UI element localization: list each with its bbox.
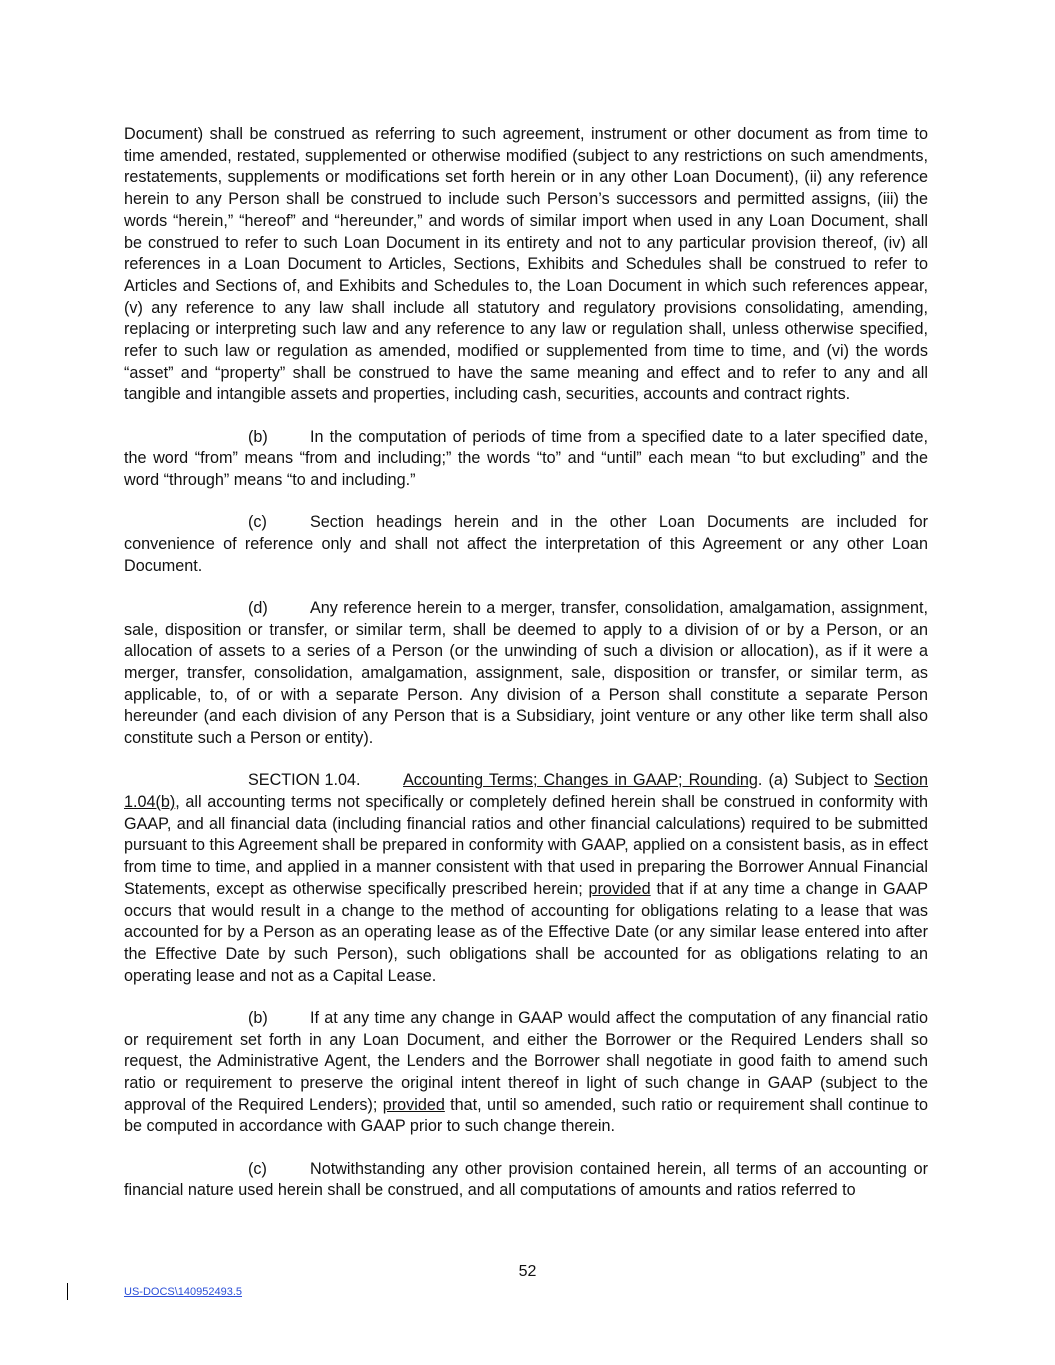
page-number: 52: [518, 1263, 537, 1280]
section-number: SECTION 1.04.: [248, 771, 361, 790]
provided-term: provided: [382, 1095, 445, 1114]
paragraph-d: [124, 598, 928, 750]
section-text: , all accounting terms not specifically or completely defined herein shall be construed in conformity with GAAP, and all financial data (including financial ratios and other financial calculations) required to be submitted pursuant to this Agreement shall be prepared in conformity with GAAP, applied on a consistent basis, as in effect from time to time, and applied in a manner consistent with that used in preparing the Borrower Annual Financial Statements, except as otherwise specifically prescribed herein;: [124, 792, 928, 898]
paragraph-text: Section headings herein and in the other Loan Documents are included for convenience of reference only and shall not affect the interpretation of this Agreement or any other Loan Document.: [124, 513, 928, 575]
section-1-04-c: [124, 1159, 928, 1202]
clause-label: (b): [248, 1008, 268, 1027]
clause-label: (c): [248, 1159, 267, 1178]
paragraph-c: [124, 512, 928, 577]
paragraph-continuation: [124, 124, 928, 406]
paragraph-text: Any reference herein to a merger, transfer, consolidation, amalgamation, assignment, sale, disposition or transfer, or similar term, shall be deemed to apply to a division of or by a Person, or an allocation of assets to a series of a Person (or the unwinding of such a division or allocation), as if it were a merger, transfer, consolidation, amalgamation, assignment, sale, disposition or transfer, or similar term, as applicable, to, of or with a separate Person. Any division of a Person shall constitute a separate Person hereunder (and each division of any Person that is a Subsidiary, joint venture or any other like term shall also constitute such a Person or entity).: [124, 598, 928, 748]
section-cross-reference: Section 1.04(b): [124, 771, 928, 811]
document-id-link[interactable]: US-DOCS\140952493.5: [124, 1286, 243, 1298]
provided-term: provided: [588, 879, 651, 898]
section-text: that if at any time a change in GAAP occurs that would result in a change to the method of accounting for obligations relating to a lease that was accounted for by a Person as an operating lease as of the Effective Date (or any similar lease entered into after the Effective Date by such Person), such obligations shall be accounted for as obligations relating to an operating lease and not as a Capital Lease.: [124, 879, 928, 985]
paragraph-text: Document) shall be construed as referring to such agreement, instrument or other document as from time to time amended, restated, supplemented or otherwise modified (subject to any restrictions on such amendments, restatements, supplements or modifications set forth herein or in any other Loan Document), (ii) any reference herein to any Person shall be construed to include such Person’s successors and permitted assigns, (iii) the words “herein,” “hereof” and “hereunder,” and words of similar import when used in any Loan Document, shall be construed to refer to such Loan Document in its entirety and not to any particular provision thereof, (iv) all references in a Loan Document to Articles, Sections, Exhibits and Schedules shall be construed to refer to Articles and Sections of, and Exhibits and Schedules to, the Loan Document in which such references appear, (v) any reference to any law shall include all statutory and regulatory provisions consolidating, amending, replacing or interpreting such law and any reference to any law or regulation shall, unless otherwise specified, refer to such law or regulation as amended, modified or supplemented from time to time, and (vi) the words “asset” and “property” shall be construed to have the same meaning and effect and to refer to any and all tangible and intangible assets and properties, including cash, securities, accounts and contract rights.: [124, 125, 928, 404]
section-title: Accounting Terms; Changes in GAAP; Rounding: [403, 771, 758, 790]
clause-label: (d): [248, 598, 268, 617]
paragraph-text: that, until so amended, such ratio or requirement shall continue to be computed in accordance with GAAP prior to such change therein.: [124, 1095, 928, 1136]
paragraph-text: If at any time any change in GAAP would affect the computation of any financial ratio or requirement set forth in any Loan Document, and either the Borrower or the Required Lenders shall so request, the Administrative Agent, the Lenders and the Borrower shall negotiate in good faith to amend such ratio or requirement to preserve the original intent thereof in light of such change in GAAP (subject to the approval of the Required Lenders);: [124, 1008, 928, 1114]
change-bar: [67, 1283, 68, 1300]
section-text-lead: . (a) Subject to: [757, 771, 874, 790]
paragraph-text: Notwithstanding any other provision contained herein, all terms of an accounting or financial nature used herein shall be construed, and all computations of amounts and ratios referred to: [124, 1159, 928, 1200]
clause-label: (c): [248, 513, 267, 532]
paragraph-b: [124, 427, 928, 492]
paragraph-text: In the computation of periods of time from a specified date to a later specified date, the word “from” means “from and including;” the words “to” and “until” each mean “to but excluding” and the word “through” means “to and including.”: [124, 427, 928, 490]
section-1-04-b: [124, 1008, 928, 1138]
document-body: [124, 124, 928, 1222]
section-1-04: [124, 770, 928, 987]
clause-label: (b): [248, 427, 268, 446]
